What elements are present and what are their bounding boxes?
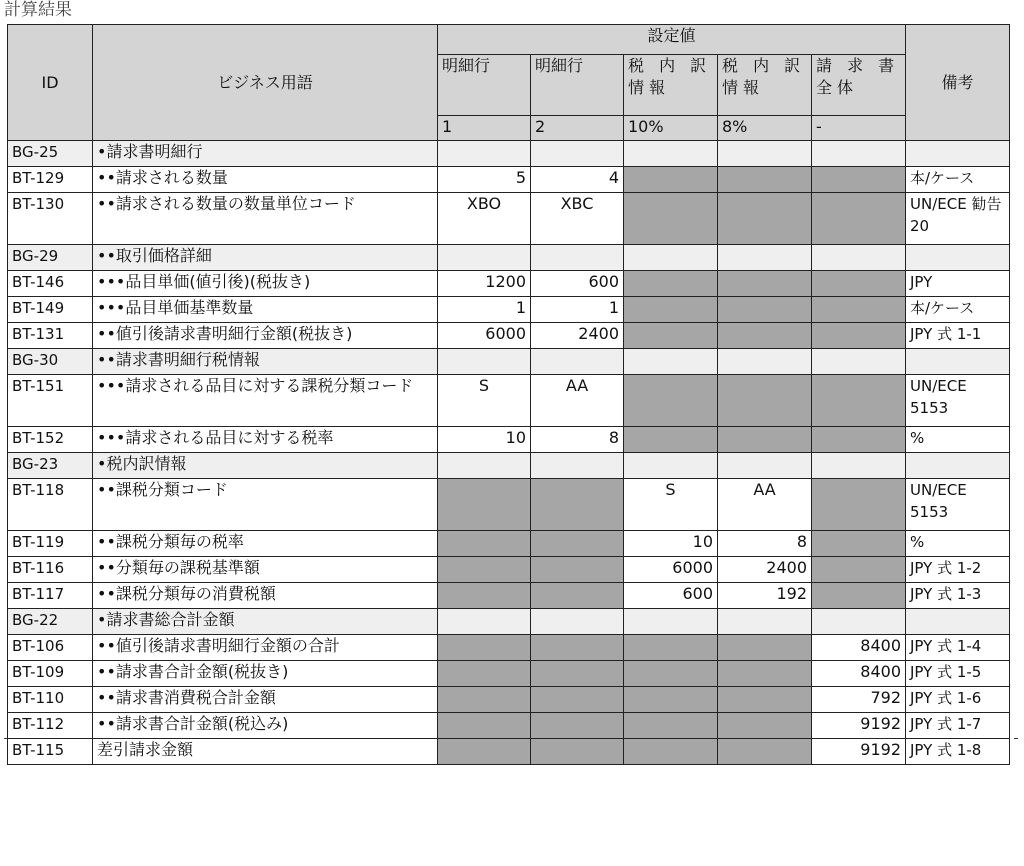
row-value-cell: S <box>624 479 718 531</box>
header-remarks: 備考 <box>906 25 1010 141</box>
row-value-cell <box>718 323 812 349</box>
row-value-cell <box>718 297 812 323</box>
table-row <box>8 557 1010 583</box>
row-id: BT-110 <box>8 687 93 713</box>
row-id: BT-149 <box>8 297 93 323</box>
row-note: JPY 式 1-4 <box>906 635 1010 661</box>
row-term: ••請求書合計金額(税込み) <box>93 713 438 739</box>
row-value-cell <box>624 193 718 245</box>
row-term: ••取引価格詳細 <box>93 245 438 271</box>
row-term: ••課税分類毎の税率 <box>93 531 438 557</box>
row-value-cell <box>438 479 531 531</box>
row-term: ••請求される数量の数量単位コード <box>93 193 438 245</box>
row-value-cell <box>624 687 718 713</box>
row-id: BG-22 <box>8 609 93 635</box>
header-col-label: 税 内 訳 情報 <box>718 55 812 116</box>
caption-title: 計算結果 <box>4 0 72 20</box>
header-col-value: - <box>812 116 906 141</box>
group-row <box>8 141 1010 167</box>
row-value-cell <box>624 713 718 739</box>
row-term: ••値引後請求書明細行金額の合計 <box>93 635 438 661</box>
row-note <box>906 609 1010 635</box>
header-col-label: 請 求 書 全体 <box>812 55 906 116</box>
row-value-cell <box>624 635 718 661</box>
header-business-term: ビジネス用語 <box>93 25 438 141</box>
row-value-cell <box>718 427 812 453</box>
row-value-cell <box>812 193 906 245</box>
row-value-cell: S <box>438 375 531 427</box>
row-value-cell <box>624 427 718 453</box>
row-term: •請求書総合計金額 <box>93 609 438 635</box>
table-row <box>8 193 1010 245</box>
row-note <box>906 349 1010 375</box>
row-term: 差引請求金額 <box>93 739 438 765</box>
row-value-cell <box>531 245 624 271</box>
row-value-cell <box>624 375 718 427</box>
row-term: ••請求書明細行税情報 <box>93 349 438 375</box>
row-value-cell <box>812 245 906 271</box>
row-value-cell <box>812 479 906 531</box>
header-settings: 設定値 <box>438 25 906 55</box>
row-term: ••請求される数量 <box>93 167 438 193</box>
row-id: BT-151 <box>8 375 93 427</box>
row-value-cell <box>812 323 906 349</box>
row-value-cell <box>624 141 718 167</box>
row-value-cell <box>438 635 531 661</box>
row-id: BT-146 <box>8 271 93 297</box>
row-value-cell: 5 <box>438 167 531 193</box>
table-row <box>8 635 1010 661</box>
row-id: BT-116 <box>8 557 93 583</box>
header-col-label: 明細行 <box>438 55 531 116</box>
row-note <box>906 141 1010 167</box>
row-value-cell: 10 <box>624 531 718 557</box>
row-id: BG-30 <box>8 349 93 375</box>
table-row <box>8 323 1010 349</box>
row-value-cell <box>531 531 624 557</box>
row-value-cell: 792 <box>812 687 906 713</box>
row-value-cell <box>718 167 812 193</box>
row-value-cell: 8400 <box>812 661 906 687</box>
table-row <box>8 167 1010 193</box>
row-note: JPY 式 1-2 <box>906 557 1010 583</box>
row-value-cell: XBC <box>531 193 624 245</box>
row-value-cell: 600 <box>624 583 718 609</box>
row-value-cell <box>812 297 906 323</box>
row-value-cell: 2400 <box>718 557 812 583</box>
row-value-cell <box>718 687 812 713</box>
row-value-cell <box>531 609 624 635</box>
row-note <box>906 245 1010 271</box>
row-value-cell: 1200 <box>438 271 531 297</box>
row-value-cell <box>718 193 812 245</box>
row-term: ••請求書合計金額(税抜き) <box>93 661 438 687</box>
row-id: BT-117 <box>8 583 93 609</box>
row-value-cell <box>438 141 531 167</box>
row-value-cell: 2400 <box>531 323 624 349</box>
row-value-cell: 6000 <box>438 323 531 349</box>
row-value-cell <box>812 427 906 453</box>
row-note: JPY <box>906 271 1010 297</box>
table-row <box>8 375 1010 427</box>
row-id: BT-106 <box>8 635 93 661</box>
row-value-cell <box>718 739 812 765</box>
row-value-cell: 8 <box>531 427 624 453</box>
row-value-cell <box>624 739 718 765</box>
row-value-cell <box>531 141 624 167</box>
row-term: •••請求される品目に対する課税分類コード <box>93 375 438 427</box>
row-value-cell <box>438 245 531 271</box>
row-term: ••課税分類コード <box>93 479 438 531</box>
row-value-cell <box>718 661 812 687</box>
row-value-cell <box>718 635 812 661</box>
row-value-cell <box>812 583 906 609</box>
table-row <box>8 531 1010 557</box>
row-term: ••課税分類毎の消費税額 <box>93 583 438 609</box>
row-value-cell <box>718 349 812 375</box>
row-value-cell <box>812 609 906 635</box>
row-value-cell <box>624 297 718 323</box>
group-row <box>8 349 1010 375</box>
row-value-cell <box>812 557 906 583</box>
header-col-value: 1 <box>438 116 531 141</box>
header-col-value: 2 <box>531 116 624 141</box>
row-id: BT-130 <box>8 193 93 245</box>
row-note: JPY 式 1-6 <box>906 687 1010 713</box>
row-id: BT-152 <box>8 427 93 453</box>
row-id: BT-129 <box>8 167 93 193</box>
table-row <box>8 271 1010 297</box>
row-value-cell <box>531 557 624 583</box>
row-note: JPY 式 1-1 <box>906 323 1010 349</box>
group-row <box>8 609 1010 635</box>
row-value-cell <box>531 713 624 739</box>
table-row <box>8 713 1010 739</box>
table-row <box>8 427 1010 453</box>
row-value-cell: AA <box>718 479 812 531</box>
table-row <box>8 583 1010 609</box>
row-value-cell <box>438 531 531 557</box>
table-row <box>8 739 1010 765</box>
row-value-cell <box>531 349 624 375</box>
table-header <box>8 25 1010 141</box>
row-note: UN/ECE 5153 <box>906 375 1010 427</box>
row-value-cell <box>624 271 718 297</box>
row-value-cell: AA <box>531 375 624 427</box>
row-value-cell <box>531 687 624 713</box>
row-value-cell: 192 <box>718 583 812 609</box>
row-note: JPY 式 1-8 <box>906 739 1010 765</box>
row-term: ••請求書消費税合計金額 <box>93 687 438 713</box>
row-value-cell <box>531 739 624 765</box>
table-row <box>8 479 1010 531</box>
row-note: JPY 式 1-5 <box>906 661 1010 687</box>
row-value-cell <box>812 375 906 427</box>
row-value-cell <box>718 713 812 739</box>
row-term: ••分類毎の課税基準額 <box>93 557 438 583</box>
row-note: JPY 式 1-3 <box>906 583 1010 609</box>
row-id: BT-112 <box>8 713 93 739</box>
row-value-cell <box>812 349 906 375</box>
row-term: •••品目単価基準数量 <box>93 297 438 323</box>
table-row <box>8 661 1010 687</box>
row-id: BT-119 <box>8 531 93 557</box>
row-value-cell <box>624 245 718 271</box>
row-id: BG-25 <box>8 141 93 167</box>
row-value-cell <box>531 453 624 479</box>
row-term: •税内訳情報 <box>93 453 438 479</box>
table-row <box>8 687 1010 713</box>
row-term: •••品目単価(値引後)(税抜き) <box>93 271 438 297</box>
group-row <box>8 245 1010 271</box>
row-note: % <box>906 531 1010 557</box>
row-value-cell: 6000 <box>624 557 718 583</box>
row-value-cell <box>438 661 531 687</box>
row-value-cell: 4 <box>531 167 624 193</box>
row-value-cell <box>438 687 531 713</box>
row-id: BT-109 <box>8 661 93 687</box>
row-value-cell <box>438 609 531 635</box>
row-value-cell <box>812 531 906 557</box>
row-value-cell <box>531 479 624 531</box>
row-value-cell: 600 <box>531 271 624 297</box>
row-value-cell: 1 <box>438 297 531 323</box>
table-row <box>8 297 1010 323</box>
row-value-cell <box>812 271 906 297</box>
row-note: % <box>906 427 1010 453</box>
row-id: BT-115 <box>8 739 93 765</box>
row-term: •••請求される品目に対する税率 <box>93 427 438 453</box>
header-col-label: 税 内 訳 情報 <box>624 55 718 116</box>
row-value-cell <box>812 453 906 479</box>
row-note: UN/ECE 5153 <box>906 479 1010 531</box>
row-value-cell <box>438 453 531 479</box>
row-id: BG-29 <box>8 245 93 271</box>
row-value-cell <box>438 713 531 739</box>
row-value-cell <box>812 141 906 167</box>
header-col-value: 10% <box>624 116 718 141</box>
row-value-cell <box>531 583 624 609</box>
row-value-cell <box>624 661 718 687</box>
row-value-cell: XBO <box>438 193 531 245</box>
row-id: BT-118 <box>8 479 93 531</box>
row-value-cell <box>718 271 812 297</box>
row-value-cell <box>624 349 718 375</box>
row-value-cell: 9192 <box>812 713 906 739</box>
row-value-cell <box>624 453 718 479</box>
row-value-cell <box>718 375 812 427</box>
row-term: ••値引後請求書明細行金額(税抜き) <box>93 323 438 349</box>
row-value-cell <box>531 635 624 661</box>
row-value-cell <box>718 141 812 167</box>
row-value-cell <box>718 245 812 271</box>
header-col-value: 8% <box>718 116 812 141</box>
row-value-cell <box>718 453 812 479</box>
row-value-cell <box>624 323 718 349</box>
row-id: BT-131 <box>8 323 93 349</box>
row-note: 本/ケース <box>906 167 1010 193</box>
row-note <box>906 453 1010 479</box>
row-value-cell: 10 <box>438 427 531 453</box>
calculation-result-table <box>7 24 1010 765</box>
row-note: 本/ケース <box>906 297 1010 323</box>
header-id: ID <box>8 25 93 141</box>
header-col-label: 明細行 <box>531 55 624 116</box>
row-value-cell <box>624 167 718 193</box>
row-value-cell: 9192 <box>812 739 906 765</box>
row-value-cell: 1 <box>531 297 624 323</box>
row-value-cell <box>438 739 531 765</box>
row-value-cell <box>438 583 531 609</box>
row-value-cell <box>531 661 624 687</box>
row-note: JPY 式 1-7 <box>906 713 1010 739</box>
table-body <box>8 141 1010 765</box>
row-value-cell <box>438 349 531 375</box>
row-note: UN/ECE 勧告 20 <box>906 193 1010 245</box>
row-id: BG-23 <box>8 453 93 479</box>
row-value-cell <box>718 609 812 635</box>
group-row <box>8 453 1010 479</box>
row-value-cell <box>812 167 906 193</box>
row-term: •請求書明細行 <box>93 141 438 167</box>
row-value-cell: 8 <box>718 531 812 557</box>
row-value-cell <box>624 609 718 635</box>
row-value-cell <box>438 557 531 583</box>
row-value-cell: 8400 <box>812 635 906 661</box>
